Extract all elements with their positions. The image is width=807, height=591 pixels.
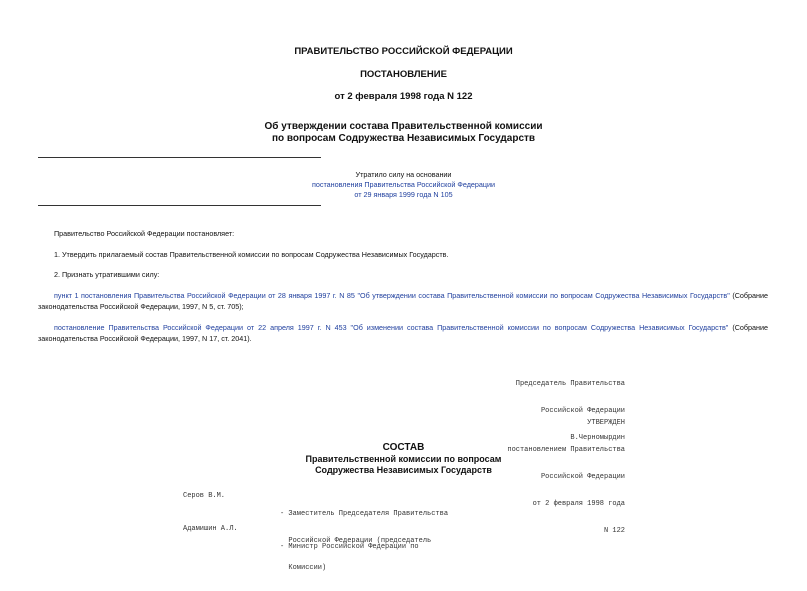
approved-line-2: постановлением Правительства	[507, 446, 625, 454]
cancelled-act-link-1[interactable]: пункт 1 постановления Правительства Российской Федерации от 28 января 1997 г. N 85 "Об утверждении состава Правительственной комиссии по вопросам Содружества Независимых Государств"	[54, 291, 730, 300]
composition-subtitle-2: Содружества Независимых Государств	[315, 465, 492, 475]
body-paragraph-3: 2. Признать утратившими силу:	[54, 270, 160, 279]
status-note-link-2[interactable]: от 29 января 1999 года N 105	[354, 190, 453, 199]
document-type: ПОСТАНОВЛЕНИЕ	[360, 69, 447, 80]
body-paragraph-2: 1. Утвердить прилагаемый состав Правительственной комиссии по вопросам Содружества Независимых Государств.	[54, 250, 449, 259]
government-heading: ПРАВИТЕЛЬСТВО РОССИЙСКОЙ ФЕДЕРАЦИИ	[294, 46, 513, 57]
document-title	[0, 121, 807, 145]
body-paragraph-5	[38, 322, 768, 344]
cancelled-act-source-2: (Собрание законодательства Российской Федерации, 1997, N 17, ст. 2041).	[38, 323, 768, 343]
approved-line-4: от 2 февраля 1998 года	[532, 500, 625, 508]
signature-line-1: Председатель Правительства	[515, 380, 625, 388]
cancelled-act-link-2[interactable]: постановление Правительства Российской Федерации от 22 апреля 1997 г. N 453 "Об изменении состава Правительственной комиссии по вопросам Содружества Независимых Государств"	[54, 323, 729, 332]
divider-bottom	[38, 205, 321, 206]
member-role: - Министр Российской Федерации по	[280, 543, 419, 551]
body-paragraph-1: Правительство Российской Федерации постановляет:	[54, 229, 235, 238]
composition-title: СОСТАВ	[382, 442, 425, 453]
approved-line-1: УТВЕРЖДЕН	[587, 419, 625, 427]
cancelled-act-source-1: (Собрание законодательства Российской Федерации, 1997, N 5, ст. 705);	[38, 291, 768, 311]
composition-heading	[0, 442, 807, 476]
composition-subtitle-1: Правительственной комиссии по вопросам	[305, 454, 502, 464]
status-note	[0, 170, 807, 200]
title-line-1: Об утверждении состава Правительственной комиссии	[264, 121, 543, 132]
signature-line-2: Российской Федерации	[540, 407, 625, 415]
member-role: - Заместитель Председателя Правительства Российской Федерации (председатель Комиссии)	[280, 510, 449, 572]
member-name: Адамишин А.Л.	[183, 525, 238, 533]
document-date-number: от 2 февраля 1998 года N 122	[334, 91, 473, 102]
approved-line-3: Российской Федерации	[540, 473, 625, 481]
member-name: Серов В.М.	[183, 492, 226, 500]
title-line-2: по вопросам Содружества Независимых Государств	[271, 133, 536, 144]
signature-name: В.Черномырдин	[570, 434, 625, 442]
body-paragraph-4	[38, 290, 768, 312]
divider-top	[38, 157, 321, 158]
status-note-link-1[interactable]: постановления Правительства Российской Федерации	[311, 180, 496, 189]
approved-line-5: N 122	[603, 527, 625, 535]
status-note-text: Утратило силу на основании	[355, 170, 452, 179]
